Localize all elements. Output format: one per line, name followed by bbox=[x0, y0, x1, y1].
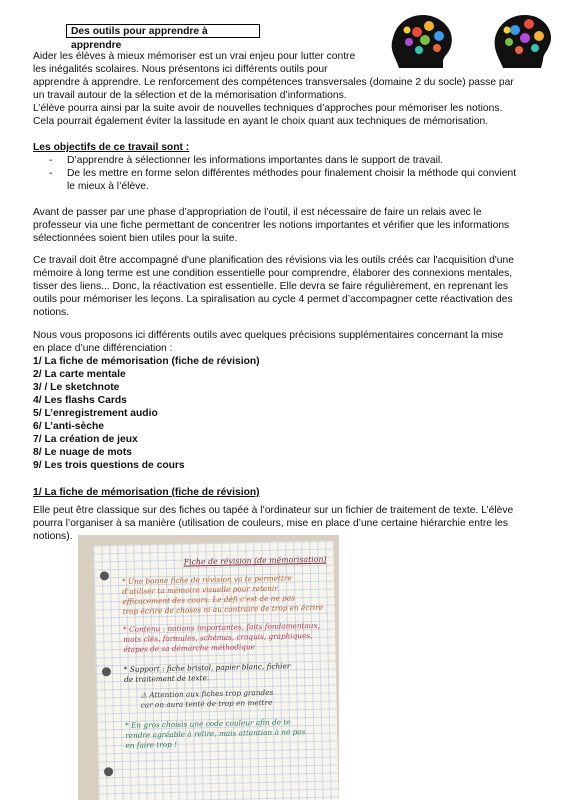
tools-list bbox=[33, 355, 260, 472]
tool-item: 9/ Les trois questions de cours bbox=[33, 460, 185, 471]
tool-item: 6/ L’anti-sèche bbox=[33, 421, 104, 432]
objectives-list bbox=[33, 154, 563, 193]
tool-item: 5/ L’enregistrement audio bbox=[33, 408, 158, 419]
objective-text: - De les mettre en forme selon différentes méthodes pour finalement choisir la méthode qui convient bbox=[67, 168, 517, 179]
objective-item bbox=[33, 154, 563, 167]
handwritten-line: en faire trop ! bbox=[125, 739, 178, 750]
paragraph-line: pourra l’organiser à sa manière (utilisation de couleurs, mise en place d’une certaine hiérarchie entre les bbox=[33, 518, 509, 529]
sheet-block-support bbox=[124, 661, 291, 684]
sheet-block-warning bbox=[140, 688, 273, 711]
handwritten-line: * Une bonne fiche de révision va te permettre bbox=[121, 573, 292, 586]
relay-paragraph bbox=[33, 206, 563, 245]
tool-item: 8/ Le nuage de mots bbox=[33, 447, 132, 458]
handwritten-line: * En gros choisis une code couleur afin de te bbox=[124, 717, 291, 730]
handwritten-line: * Support : fiche bristol, papier blanc, fichier bbox=[123, 661, 291, 674]
section1-heading: 1/ La fiche de mémorisation (fiche de révision) bbox=[33, 487, 260, 498]
paragraph-line: sélectionnées soient bien utiles pour la suite. bbox=[33, 233, 238, 244]
intro-line: apprendre à apprendre. Le renforcement des compétences transversales (domaine 2 du socle) passe par bbox=[33, 77, 514, 88]
planning-paragraph bbox=[33, 254, 563, 319]
tools-intro-paragraph bbox=[33, 329, 563, 355]
paragraph-line: notions). bbox=[33, 531, 73, 542]
paragraph-line: mémoire à long terme est une condition essentielle pour comprendre, élaborer des connexions mentales, bbox=[33, 268, 513, 279]
tool-item: 2/ La carte mentale bbox=[33, 369, 126, 380]
intro-line: un travail autour de la sélection et de la mémorisation d’informations. bbox=[33, 90, 347, 101]
paragraph-line: outils pour mémoriser les leçons. La spiralisation au cycle 4 permet d’accompagner cette réactivation des bbox=[33, 294, 513, 305]
sheet-block-content bbox=[123, 621, 320, 655]
intro-line: L’élève pourra ainsi par la suite avoir de nouvelles techniques d’approches pour mémoriser les notions. bbox=[33, 103, 503, 114]
handwritten-line: efficacement des cours. Le défi c'est de ne pas bbox=[122, 593, 295, 606]
paragraph-line: Ce travail doit être accompagné d'une planification des révisions via les outils créés car l'acquisition d'une bbox=[33, 255, 514, 266]
handwritten-line: étapes de sa démarche méthodique bbox=[123, 642, 256, 654]
paragraph-line: Elle peut être classique sur des fiches ou tapée à l’ordinateur sur un fichier de traitement de texte. L’élève bbox=[33, 505, 514, 516]
intro-line: Aider les élèves à mieux mémoriser est un vrai enjeu pour lutter contre bbox=[33, 51, 356, 62]
objectives-heading: Les objectifs de ce travail sont : bbox=[33, 142, 190, 153]
handwritten-line: rendre agréable à relire, mais attention à ne pas bbox=[125, 727, 306, 740]
handwritten-line: trop écrire de choses ni au contraire de trop en écrire bbox=[122, 602, 324, 616]
punch-hole bbox=[102, 667, 111, 676]
paragraph-line: en place d’une différenciation : bbox=[33, 343, 173, 354]
handwritten-line: d'utiliser ta mémoire visuelle pour retenir bbox=[122, 583, 278, 596]
paragraph-line: tisser des liens... Donc, la réactivation est essentielle. Elle devra se faire régulièrement, en reprenant les bbox=[33, 281, 509, 292]
sheet-block-intro bbox=[122, 573, 323, 617]
punch-hole bbox=[104, 767, 113, 776]
handwritten-line: car on aura tenté de trop en mettre bbox=[140, 697, 273, 710]
handwritten-line: de traitement de texte. bbox=[123, 673, 210, 684]
tool-item: 3/ / Le sketchnote bbox=[33, 382, 120, 393]
document-title: Des outils pour apprendre à apprendre bbox=[66, 24, 260, 38]
tool-item: 1/ La fiche de mémorisation (fiche de révision) bbox=[33, 356, 260, 367]
sheet-block-color-tip bbox=[125, 717, 306, 751]
sheet-title: Fiche de révision (de mémorisation) bbox=[183, 554, 327, 567]
objective-text: - D’apprendre à sélectionner les informations importantes dans le support de travail. bbox=[67, 155, 444, 166]
intro-paragraph bbox=[33, 50, 563, 128]
punch-hole bbox=[100, 571, 109, 580]
objective-text-continued: le mieux à l’élève. bbox=[67, 181, 149, 192]
paragraph-line: Avant de passer par une phase d’appropriation de l’outil, il est nécessaire de faire un relais avec le bbox=[33, 207, 482, 218]
revision-sheet-photo bbox=[78, 535, 339, 800]
paragraph-line: notions. bbox=[33, 307, 70, 318]
handwritten-line: * Contenu : notions importantes, faits fondamentaux, bbox=[122, 620, 320, 634]
tool-item: 7/ La création de jeux bbox=[33, 434, 138, 445]
handwritten-line: mots clés, formules, schémas, croquis, graphiques, bbox=[123, 630, 313, 644]
grid-paper-sheet bbox=[93, 541, 338, 800]
tool-item: 4/ Les flashs Cards bbox=[33, 395, 127, 406]
objective-item bbox=[33, 167, 563, 193]
intro-line: Cela pourrait également éviter la lassitude en ayant le choix quant aux techniques de mémorisation. bbox=[33, 116, 489, 127]
paragraph-line: Nous vous proposons ici différents outils avec quelques précisions supplémentaires concernant la mise bbox=[33, 330, 504, 341]
intro-line: les inégalités scolaires. Nous présentons ici différents outils pour bbox=[33, 64, 328, 75]
paragraph-line: professeur via une fiche permettant de concentrer les notions importantes et vérifier que les informations bbox=[33, 220, 510, 231]
handwritten-line: ⚠ Attention aux fiches trop grandes bbox=[140, 687, 274, 700]
